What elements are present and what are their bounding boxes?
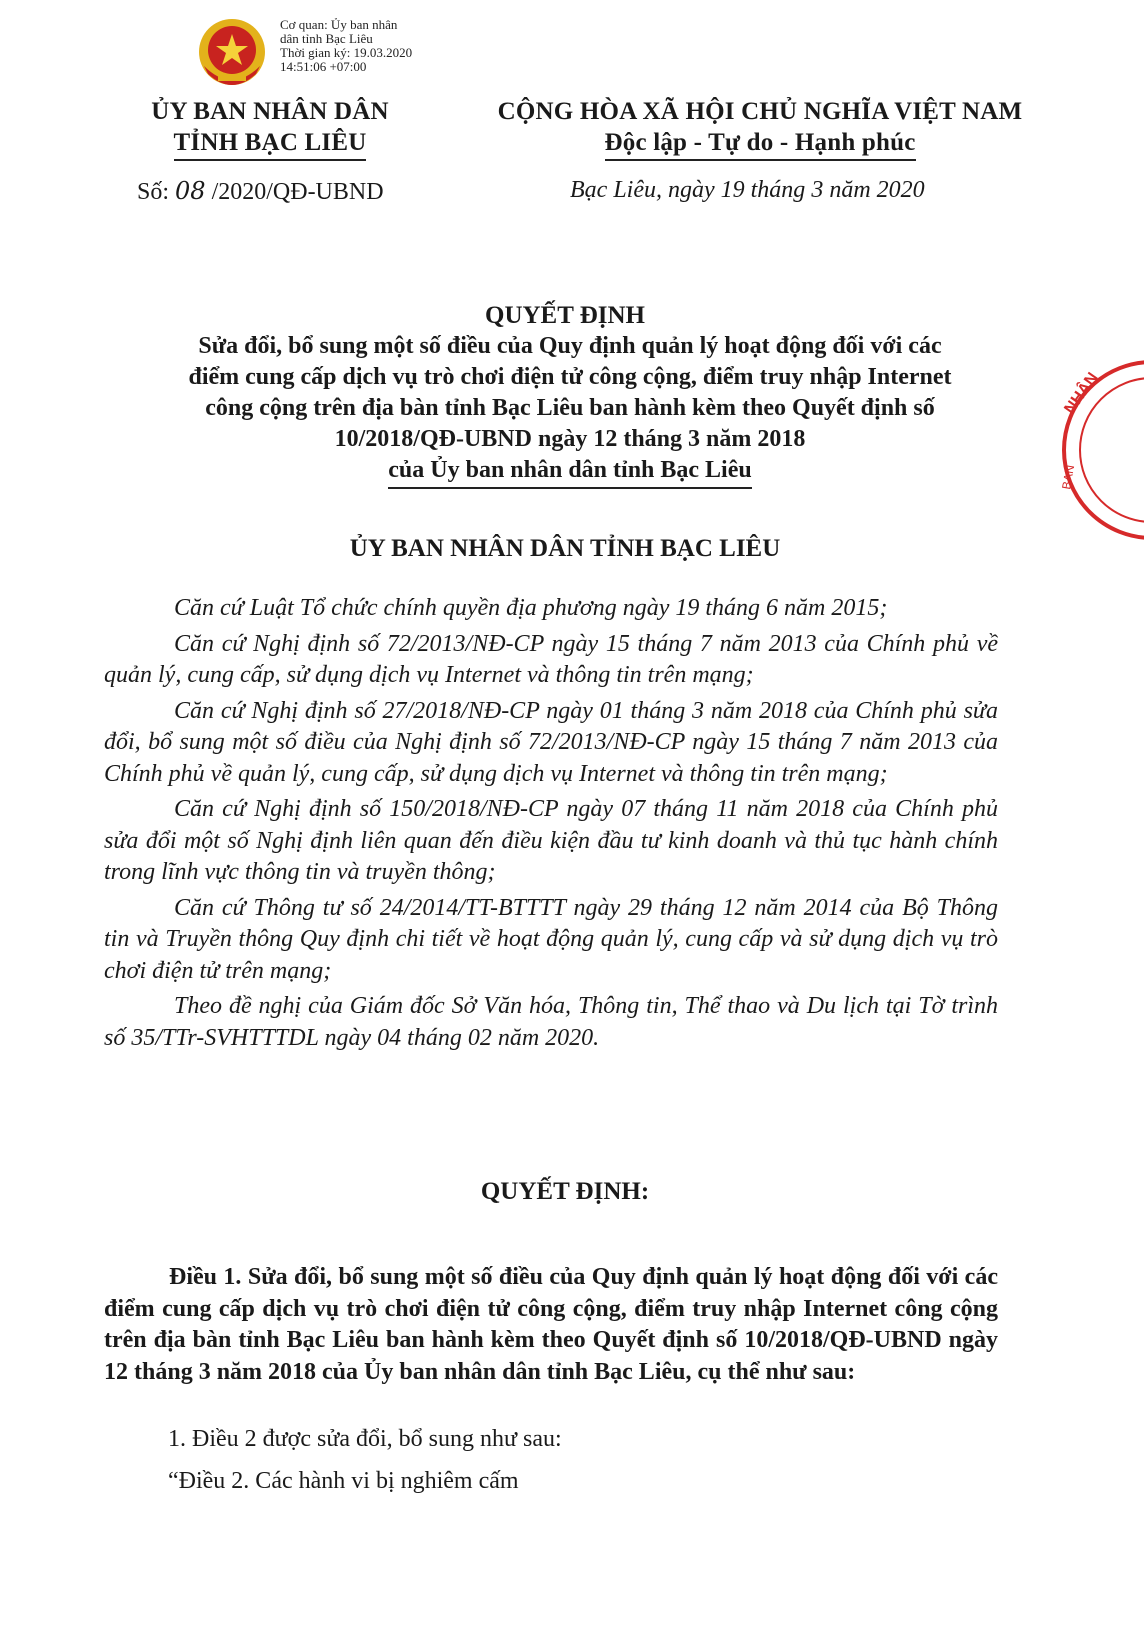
basis-paragraph: Theo đề nghị của Giám đốc Sở Văn hóa, Thông tin, Thể thao và Du lịch tại Tờ trình số 35/TTr-SVHTTTDL ngày 04 tháng 02 năm 2020.	[104, 993, 998, 1051]
document-title: QUYẾT ĐỊNH	[485, 302, 645, 329]
legal-basis	[104, 593, 998, 1054]
org-line-1: ỦY BAN NHÂN DÂN	[151, 98, 389, 125]
decides-heading: QUYẾT ĐỊNH:	[480, 1178, 650, 1205]
date-year: năm 2020	[829, 177, 925, 203]
signature-line: 14:51:06 +07:00	[280, 59, 367, 74]
national-emblem-icon	[196, 16, 268, 94]
issue-date	[570, 177, 925, 204]
issuing-authority	[120, 96, 420, 161]
basis-paragraph: Căn cứ Nghị định số 150/2018/NĐ-CP ngày 07 tháng 11 năm 2018 của Chính phủ sửa đổi một số Nghị định liên quan đến điều kiện đầu tư kinh doanh và thủ tục hành chính trong lĩnh vực thông tin và truyền thông;	[104, 796, 998, 885]
basis-paragraph: Căn cứ Nghị định số 72/2013/NĐ-CP ngày 15 tháng 7 năm 2013 của Chính phủ về quản lý, cung cấp, sử dụng dịch vụ Internet và thông tin trên mạng;	[104, 630, 998, 688]
document-subject	[120, 331, 1020, 489]
signature-line: Cơ quan: Ủy ban nhân	[280, 17, 398, 32]
basis-paragraph: Căn cứ Luật Tổ chức chính quyền địa phương ngày 19 tháng 6 năm 2015;	[174, 595, 888, 621]
doc-no-prefix: Số:	[137, 179, 170, 205]
subject-line: của Ủy ban nhân dân tỉnh Bạc Liêu	[388, 455, 751, 489]
date-month: 3	[811, 177, 824, 203]
digital-signature-info	[280, 18, 412, 74]
clause-1: 1. Điều 2 được sửa đổi, bổ sung như sau:	[168, 1426, 562, 1452]
svg-text:BAN: BAN	[1059, 463, 1078, 491]
doc-no-suffix: /2020/QĐ-UBND	[211, 179, 384, 205]
subject-line: 10/2018/QĐ-UBND ngày 12 tháng 3 năm 2018	[334, 426, 806, 452]
date-day: 19	[720, 177, 745, 203]
subject-line: công cộng trên địa bàn tỉnh Bạc Liêu ban hành kèm theo Quyết định số	[205, 395, 935, 421]
doc-no-handwritten: 08	[175, 177, 206, 205]
svg-text:NHÂN: NHÂN	[1061, 369, 1102, 418]
subject-line: Sửa đổi, bổ sung một số điều của Quy định quản lý hoạt động đối với các	[198, 333, 942, 359]
article-1: Điều 1. Sửa đổi, bổ sung một số điều của Quy định quản lý hoạt động đối với các điểm cung cấp dịch vụ trò chơi điện tử công cộng, điểm truy nhập Internet công cộng trên địa bàn tỉnh Bạc Liêu ban hành kèm theo Quyết định số 10/2018/QĐ-UBND ngày 12 tháng 3 năm 2018 của Ủy ban nhân dân tỉnh Bạc Liêu, cụ thể như sau:	[104, 1264, 998, 1385]
subject-line: điểm cung cấp dịch vụ trò chơi điện tử công cộng, điểm truy nhập Internet	[188, 364, 952, 390]
authority-heading: ỦY BAN NHÂN DÂN TỈNH BẠC LIÊU	[349, 535, 781, 562]
signature-line: Thời gian ký: 19.03.2020	[280, 45, 413, 60]
date-month-label: tháng	[750, 177, 806, 203]
basis-paragraph: Căn cứ Thông tư số 24/2014/TT-BTTTT ngày 29 tháng 12 năm 2014 của Bộ Thông tin và Truyền thông Quy định chi tiết về hoạt động quản lý, cung cấp và sử dụng dịch vụ trò chơi điện tử trên mạng;	[104, 894, 998, 984]
signature-line: dân tỉnh Bạc Liêu	[280, 31, 373, 46]
nation-name: CỘNG HÒA XÃ HỘI CHỦ NGHĨA VIỆT NAM	[497, 98, 1023, 125]
motto: Độc lập - Tự do - Hạnh phúc	[605, 127, 916, 161]
national-heading	[470, 96, 1050, 161]
document-number	[137, 177, 384, 206]
article-2-heading: “Điều 2. Các hành vi bị nghiêm cấm	[168, 1468, 519, 1494]
org-line-2: TỈNH BẠC LIÊU	[174, 127, 367, 161]
basis-paragraph: Căn cứ Nghị định số 27/2018/NĐ-CP ngày 01 tháng 3 năm 2018 của Chính phủ sửa đổi, bổ sung một số điều của Nghị định số 72/2013/NĐ-CP ngày 15 tháng 7 năm 2013 của Chính phủ về quản lý, cung cấp, sử dụng dịch vụ Internet và thông tin trên mạng;	[104, 697, 998, 787]
official-stamp	[1042, 355, 1144, 545]
date-prefix: Bạc Liêu, ngày	[570, 177, 715, 203]
